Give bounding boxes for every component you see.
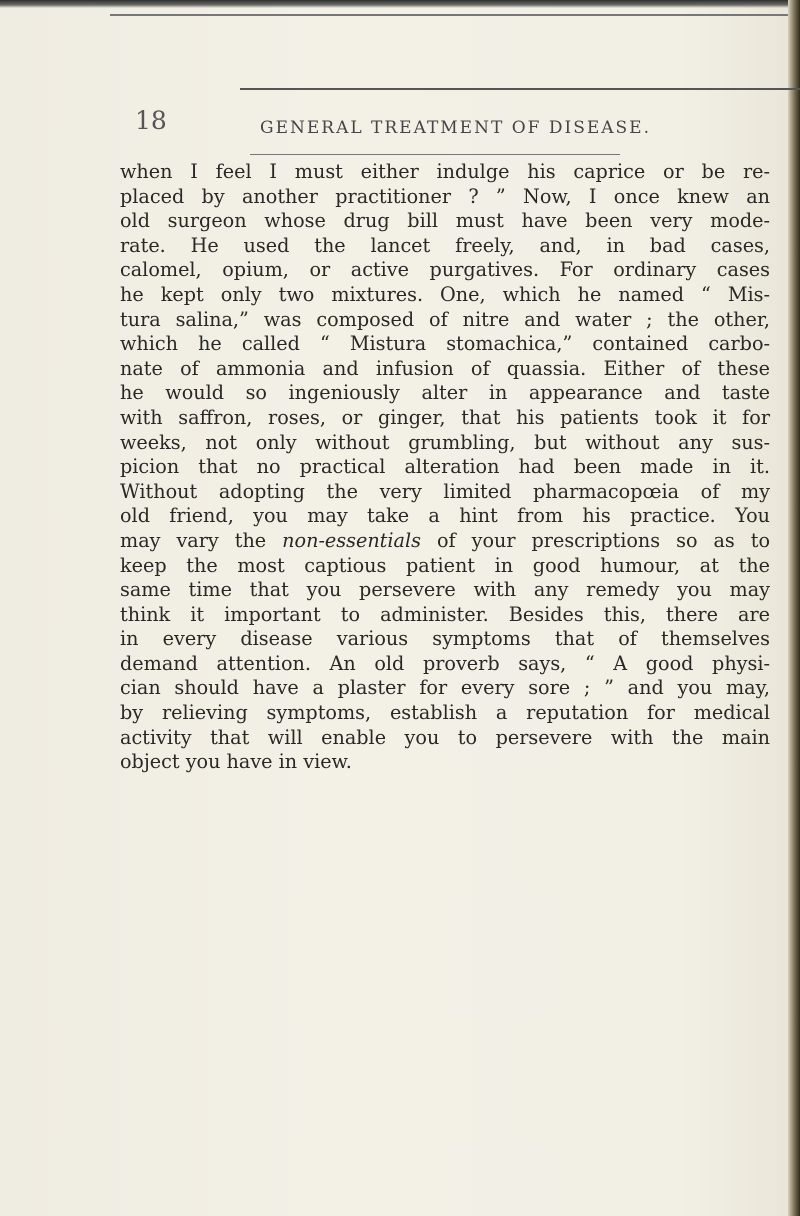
text-line: cian should have a plaster for every sore ; ” and you may, <box>120 676 770 700</box>
header-rule-top <box>240 88 800 90</box>
body-paragraph <box>120 160 770 775</box>
text-line: object you have in view. <box>120 750 352 774</box>
page-top-shadow <box>0 0 800 8</box>
text-line: by relieving symptoms, establish a reputation for medical <box>120 701 770 725</box>
page-top-rule <box>110 14 790 16</box>
text-line: keep the most captious patient in good humour, at the <box>120 553 770 577</box>
page-number: 18 <box>135 106 167 135</box>
page-right-edge <box>788 0 800 1216</box>
text-line: old surgeon whose drug bill must have been very mode- <box>120 209 770 233</box>
text-line: Without adopting the very limited pharmacopœia of my <box>120 479 770 503</box>
italic-emphasis: non-essentials <box>282 528 421 552</box>
text-line: old friend, you may take a hint from his practice. You <box>120 504 770 528</box>
page-header <box>105 88 745 148</box>
text-line: with saffron, roses, or ginger, that his patients took it for <box>120 405 770 429</box>
text-line: in every disease various symptoms that of themselves <box>120 627 770 651</box>
text-line: he kept only two mixtures. One, which he named “ Mis- <box>120 282 770 306</box>
text-line: calomel, opium, or active purgatives. For ordinary cases <box>120 258 770 282</box>
text-line: picion that no practical alteration had been made in it. <box>120 455 770 479</box>
text-line: tura salina,” was composed of nitre and water ; the other, <box>120 307 770 331</box>
text-line: demand attention. An old proverb says, “ A good physi- <box>120 651 770 675</box>
text-segment: may vary the <box>120 528 267 552</box>
text-line: he would so ingeniously alter in appearance and taste <box>120 381 770 405</box>
text-segment: of your prescriptions so as to <box>436 528 771 552</box>
text-line: same time that you persevere with any remedy you may <box>120 578 770 602</box>
text-line: think it important to administer. Besides this, there are <box>120 602 770 626</box>
text-line-with-italic <box>120 529 770 554</box>
text-line: which he called “ Mistura stomachica,” contained carbo- <box>120 332 770 356</box>
header-rule-bottom <box>250 154 620 155</box>
text-line: rate. He used the lancet freely, and, in bad cases, <box>120 233 770 257</box>
text-line: weeks, not only without grumbling, but without any sus- <box>120 430 770 454</box>
text-line: when I feel I must either indulge his caprice or be re- <box>120 160 770 183</box>
text-line: activity that will enable you to persevere with the main <box>120 725 770 749</box>
text-line: placed by another practitioner ? ” Now, I once knew an <box>120 184 770 208</box>
text-line: nate of ammonia and infusion of quassia. Either of these <box>120 356 770 380</box>
running-head: GENERAL TREATMENT OF DISEASE. <box>260 118 651 138</box>
